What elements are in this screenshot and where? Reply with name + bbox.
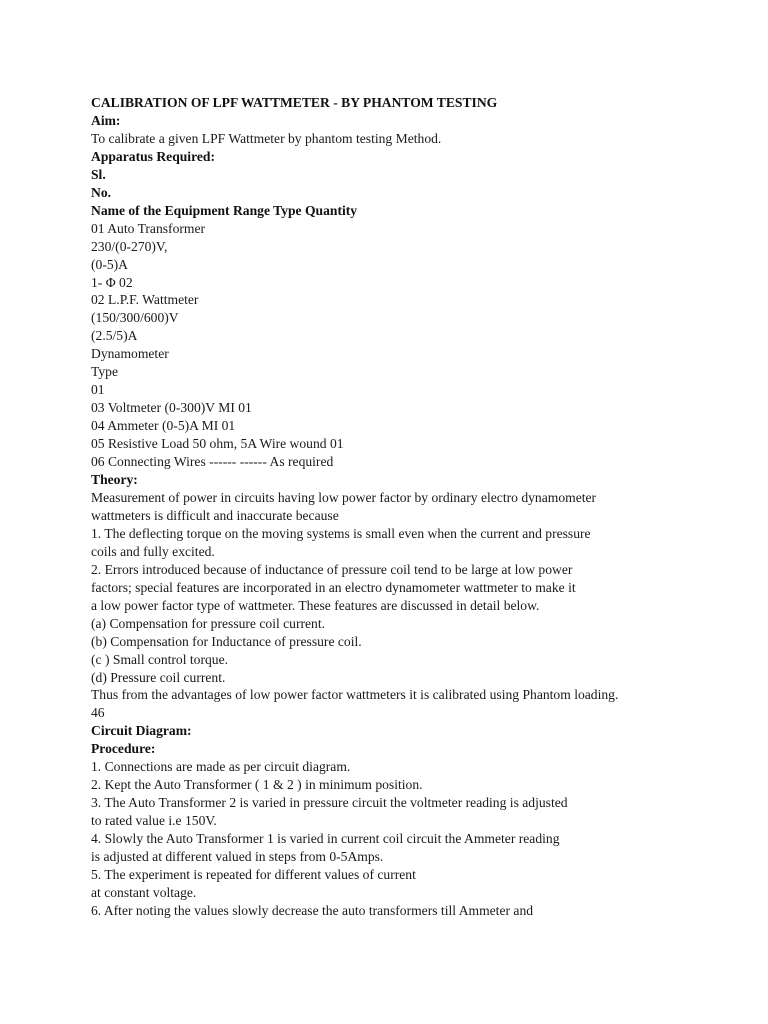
- document-text-line: at constant voltage.: [91, 884, 197, 900]
- document-text-line: 3. The Auto Transformer 2 is varied in pressure circuit the voltmeter reading is adjusted: [91, 795, 568, 811]
- document-text-line: 06 Connecting Wires ------ ------ As required: [91, 454, 334, 470]
- document-text-line: Measurement of power in circuits having low power factor by ordinary electro dynamometer: [91, 489, 597, 505]
- document-text-line: 6. After noting the values slowly decrease the auto transformers till Ammeter and: [91, 902, 534, 918]
- document-text-line: Dynamometer: [91, 346, 169, 362]
- document-text-line: is adjusted at different valued in steps from 0-5Amps.: [91, 849, 384, 865]
- document-text-line: 01 Auto Transformer: [91, 220, 206, 236]
- document-heading: No.: [91, 184, 112, 200]
- document-heading: Sl.: [91, 166, 106, 182]
- document-text-line: (150/300/600)V: [91, 310, 179, 326]
- document-text-line: 02 L.P.F. Wattmeter: [91, 292, 199, 308]
- document-text-line: (a) Compensation for pressure coil current.: [91, 615, 326, 631]
- document-text-line: 1. The deflecting torque on the moving systems is small even when the current and pressure: [91, 525, 591, 541]
- document-body: [91, 94, 731, 920]
- document-text-line: (b) Compensation for Inductance of pressure coil.: [91, 633, 362, 649]
- document-heading: Aim:: [91, 112, 121, 128]
- document-text-line: 03 Voltmeter (0-300)V MI 01: [91, 400, 252, 416]
- document-text-line: 05 Resistive Load 50 ohm, 5A Wire wound 01: [91, 436, 344, 452]
- document-text-line: Thus from the advantages of low power factor wattmeters it is calibrated using Phantom loading.: [91, 687, 619, 703]
- document-text-line: 2. Kept the Auto Transformer ( 1 & 2 ) in minimum position.: [91, 777, 423, 793]
- document-text-line: 5. The experiment is repeated for different values of current: [91, 866, 416, 882]
- document-text-line: 2. Errors introduced because of inductance of pressure coil tend to be large at low power: [91, 561, 573, 577]
- document-text-line: wattmeters is difficult and inaccurate because: [91, 507, 339, 523]
- document-heading: Name of the Equipment Range Type Quantity: [91, 202, 358, 218]
- document-text-line: (2.5/5)A: [91, 328, 138, 344]
- document-text-line: a low power factor type of wattmeter. These features are discussed in detail below.: [91, 597, 540, 613]
- document-text-line: To calibrate a given LPF Wattmeter by phantom testing Method.: [91, 130, 442, 146]
- document-heading: Apparatus Required:: [91, 148, 215, 164]
- document-heading: Circuit Diagram:: [91, 723, 192, 739]
- document-text-line: 01: [91, 382, 105, 398]
- document-text-line: 1. Connections are made as per circuit diagram.: [91, 759, 351, 775]
- document-page: [91, 94, 731, 920]
- document-text-line: (d) Pressure coil current.: [91, 669, 226, 685]
- document-text-line: (0-5)A: [91, 256, 128, 272]
- document-text-line: 4. Slowly the Auto Transformer 1 is varied in current coil circuit the Ammeter reading: [91, 831, 560, 847]
- document-heading: Procedure:: [91, 741, 156, 757]
- document-text-line: (c ) Small control torque.: [91, 651, 229, 667]
- document-text-line: Type: [91, 364, 118, 380]
- document-text-line: 46: [91, 705, 105, 721]
- document-heading: CALIBRATION OF LPF WATTMETER - BY PHANTOM TESTING: [91, 95, 498, 110]
- document-text-line: to rated value i.e 150V.: [91, 813, 217, 829]
- document-text-line: factors; special features are incorporated in an electro dynamometer wattmeter to make it: [91, 579, 576, 595]
- document-text-line: 04 Ammeter (0-5)A MI 01: [91, 418, 236, 434]
- document-text-line: 1- Φ 02: [91, 274, 133, 290]
- document-heading: Theory:: [91, 472, 138, 488]
- document-text-line: coils and fully excited.: [91, 543, 215, 559]
- document-text-line: 230/(0-270)V,: [91, 238, 168, 254]
